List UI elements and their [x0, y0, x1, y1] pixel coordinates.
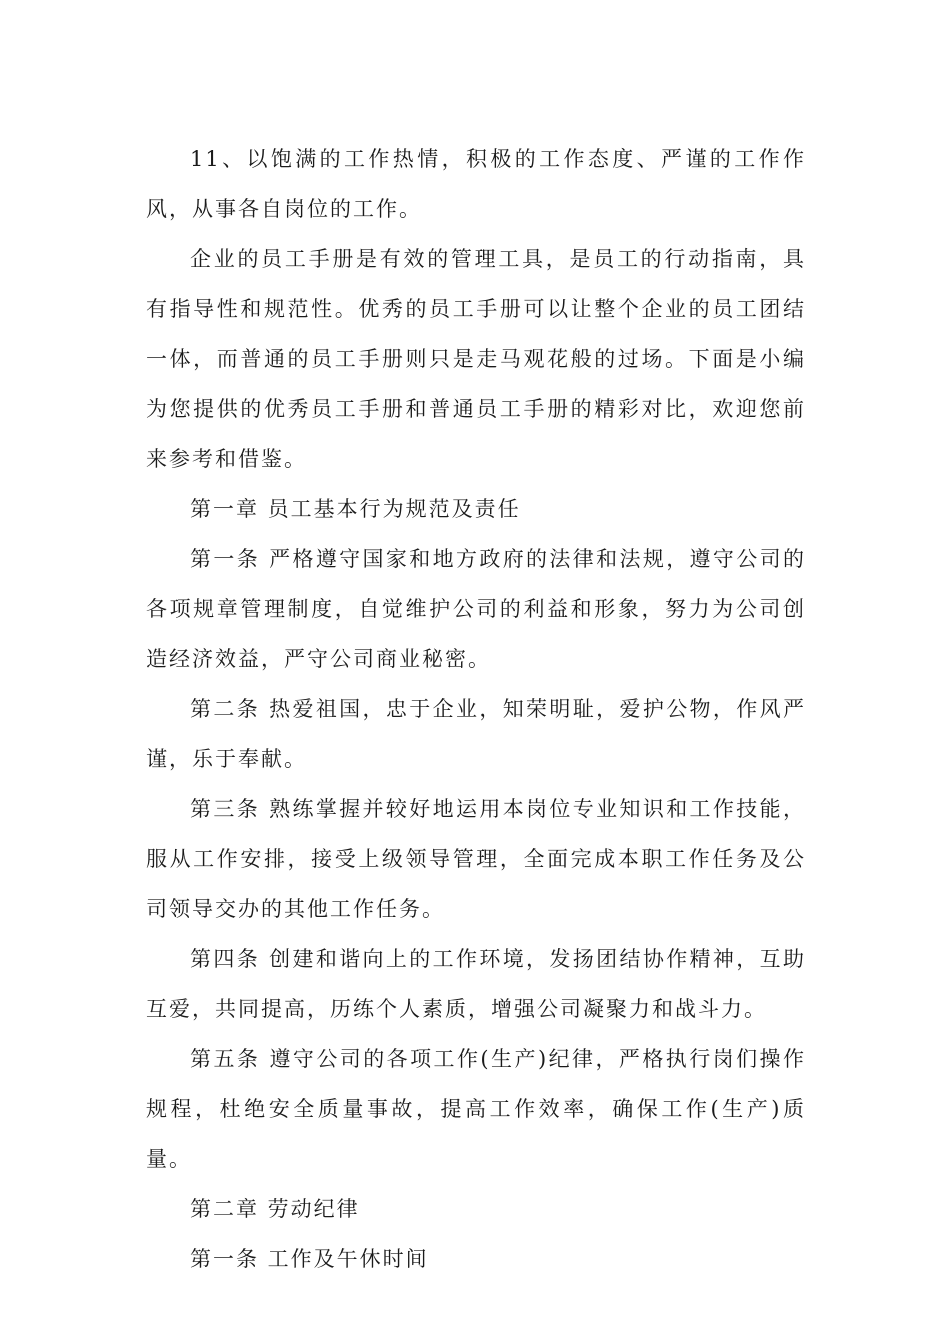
- chapter-2-heading: 第二章 劳动纪律: [190, 1197, 360, 1221]
- paragraph-intro-11: 11、以饱满的工作热情，积极的工作态度、严谨的工作作风，从事各自岗位的工作。: [146, 147, 806, 221]
- chapter-1-article-1: 第一条 严格遵守国家和地方政府的法律和法规，遵守公司的各项规章管理制度，自觉维护公司的利益和形象，努力为公司创造经济效益，严守公司商业秘密。: [146, 547, 806, 671]
- chapter-1-heading: 第一章 员工基本行为规范及责任: [190, 497, 521, 521]
- chapter-1-article-4: 第四条 创建和谐向上的工作环境，发扬团结协作精神，互助互爱，共同提高，历练个人素质，增强公司凝聚力和战斗力。: [146, 947, 806, 1021]
- chapter-2-article-1: 第一条 工作及午休时间: [190, 1247, 429, 1271]
- document-body: [146, 134, 806, 1284]
- paragraph-handbook-intro: 企业的员工手册是有效的管理工具，是员工的行动指南，具有指导性和规范性。优秀的员工手册可以让整个企业的员工团结一体，而普通的员工手册则只是走马观花般的过场。下面是小编为您提供的优秀员工手册和普通员工手册的精彩对比，欢迎您前来参考和借鉴。: [146, 247, 806, 471]
- chapter-1-article-2: 第二条 热爱祖国，忠于企业，知荣明耻，爱护公物，作风严谨，乐于奉献。: [146, 697, 806, 771]
- chapter-1-article-3: 第三条 熟练掌握并较好地运用本岗位专业知识和工作技能，服从工作安排，接受上级领导管理，全面完成本职工作任务及公司领导交办的其他工作任务。: [146, 797, 806, 921]
- chapter-1-article-5: 第五条 遵守公司的各项工作(生产)纪律，严格执行岗们操作规程，杜绝安全质量事故，提高工作效率，确保工作(生产)质量。: [146, 1047, 806, 1171]
